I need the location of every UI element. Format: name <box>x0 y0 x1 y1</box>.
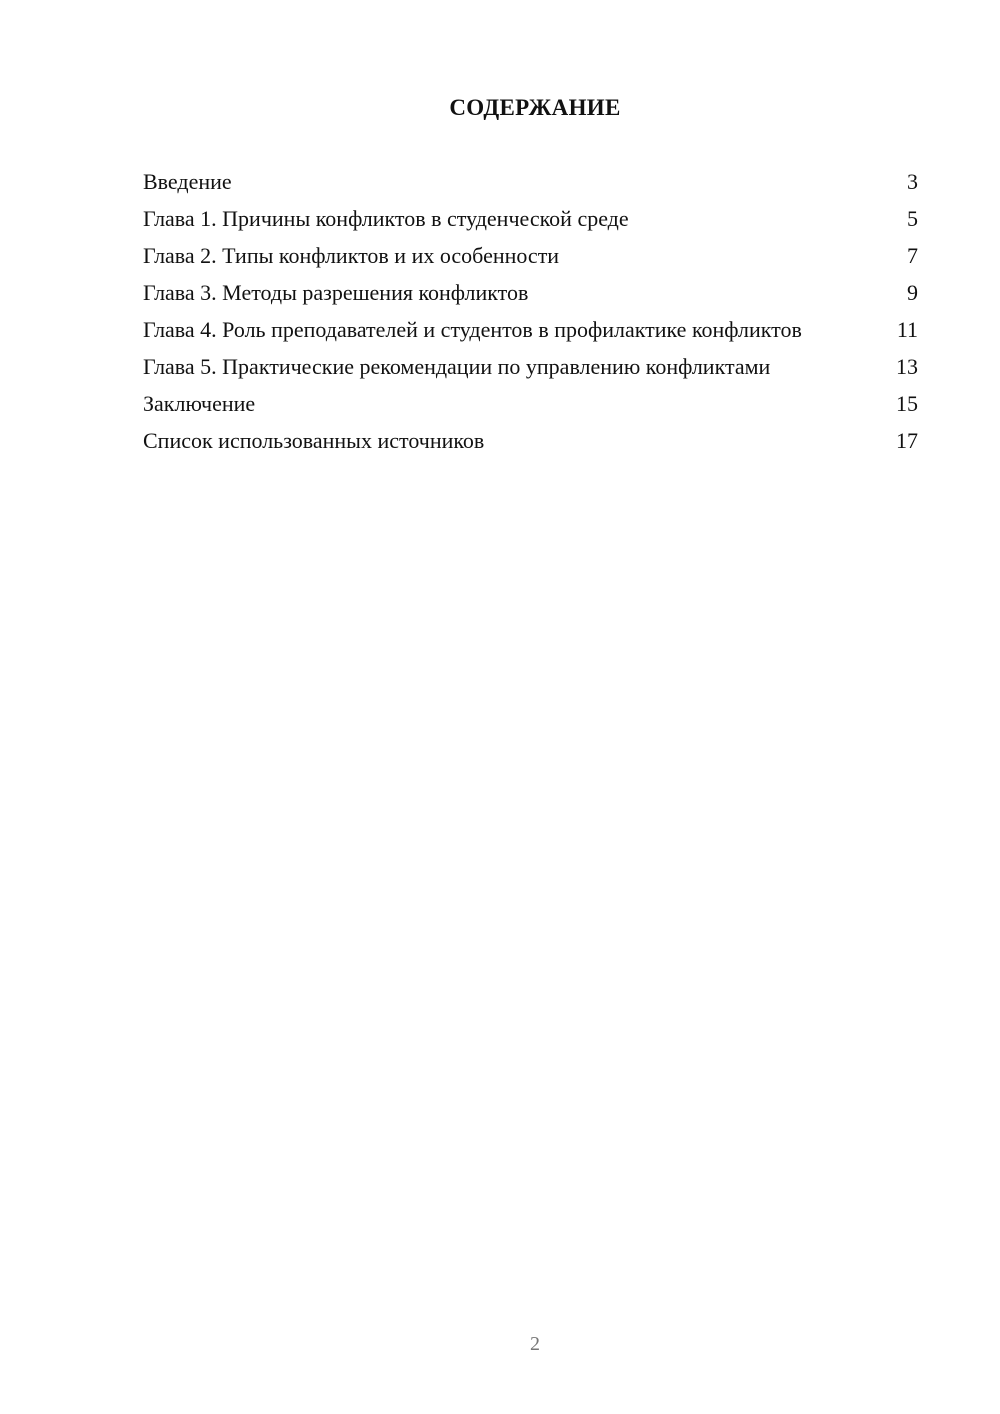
toc-entry-label: Глава 4. Роль преподавателей и студентов в профилактике конфликтов <box>143 317 802 342</box>
toc-entry-page: 9 <box>907 280 918 305</box>
toc-entry[interactable] <box>143 168 918 195</box>
toc-entry[interactable] <box>143 205 918 232</box>
toc-entry-label: Глава 2. Типы конфликтов и их особенности <box>143 243 560 268</box>
toc-entry-page: 17 <box>896 428 918 453</box>
page-number: 2 <box>530 1333 540 1355</box>
toc-entry-label: Глава 5. Практические рекомендации по управлению конфликтами <box>143 354 771 379</box>
toc-entry-label: Глава 1. Причины конфликтов в студенческой среде <box>143 206 629 231</box>
toc-entry-page: 15 <box>896 391 918 416</box>
toc-entry-label: Список использованных источников <box>143 428 485 453</box>
toc-entry-page: 3 <box>907 169 918 194</box>
toc-entry[interactable] <box>143 353 918 380</box>
page-title: СОДЕРЖАНИЕ <box>449 95 621 120</box>
toc-entry[interactable] <box>143 242 918 269</box>
toc-entry-page: 13 <box>896 354 918 379</box>
toc-entry[interactable] <box>143 427 918 454</box>
toc-entry-label: Введение <box>143 169 232 194</box>
toc-entry-label: Заключение <box>143 391 256 416</box>
toc-entry-page: 7 <box>907 243 918 268</box>
toc-entry[interactable] <box>143 316 918 343</box>
toc-entry-page: 11 <box>896 317 918 342</box>
toc-entry[interactable] <box>143 279 918 306</box>
table-of-contents <box>143 168 918 464</box>
toc-entry-page: 5 <box>907 206 918 231</box>
toc-entry-label: Глава 3. Методы разрешения конфликтов <box>143 280 529 305</box>
toc-entry[interactable] <box>143 390 918 417</box>
